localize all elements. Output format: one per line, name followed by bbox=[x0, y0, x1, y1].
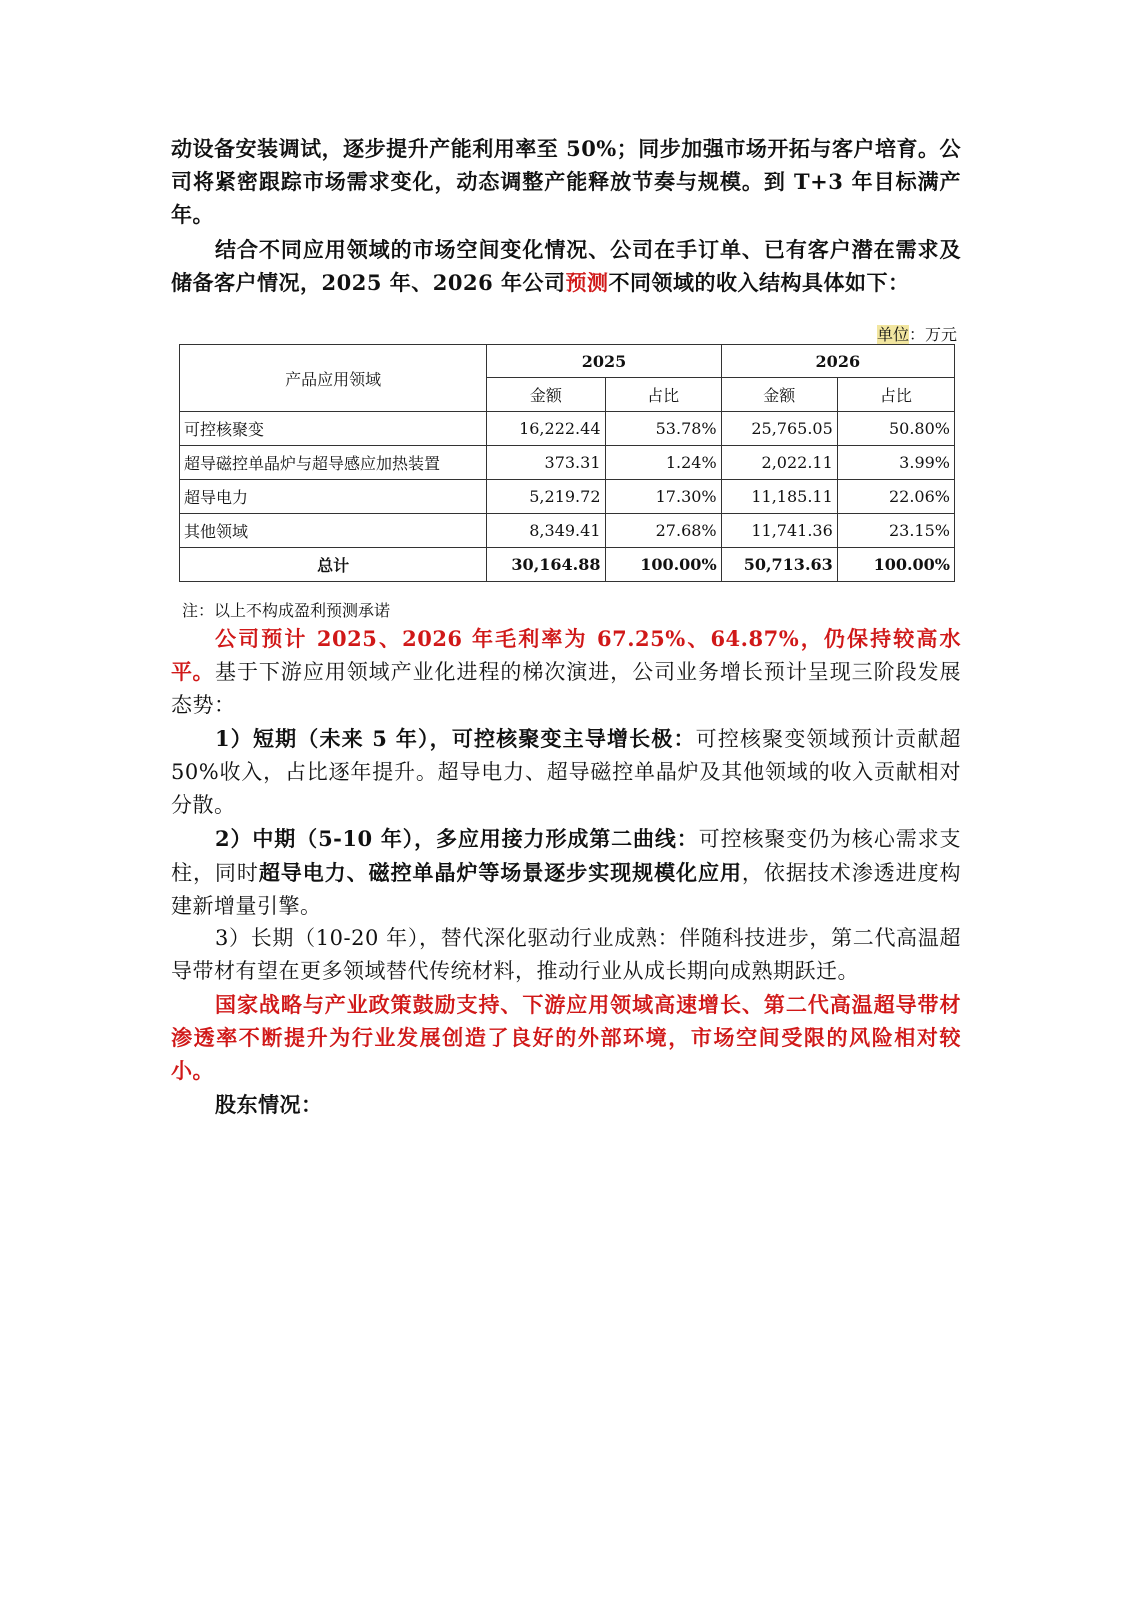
header-field: 产品应用领域 bbox=[180, 345, 487, 412]
header-share-2026: 占比 bbox=[837, 378, 954, 412]
paragraph-revenue-intro bbox=[171, 233, 961, 299]
header-share-2025: 占比 bbox=[605, 378, 721, 412]
paragraph-three-stage: 基于下游应用领域产业化进程的梯次演进，公司业务增长预计呈现三阶段发展态势： bbox=[171, 660, 961, 717]
revenue-intro-forecast-highlight: 预测 bbox=[565, 270, 609, 295]
paragraph-long-term: 3）长期（10-20 年），替代深化驱动行业成熟：伴随科技进步，第二代高温超导带材有望在更多领域替代传统材料，推动行业从成长期向成熟期跃迁。 bbox=[171, 926, 961, 983]
mid-term-emphasis: 超导电力、磁控单晶炉等场景逐步实现规模化应用 bbox=[258, 860, 742, 885]
revenue-structure-table bbox=[179, 344, 955, 582]
row-share-2025: 1.24% bbox=[605, 446, 721, 480]
row-field: 其他领域 bbox=[180, 514, 487, 548]
total-label: 总计 bbox=[180, 548, 487, 582]
row-share-2025: 27.68% bbox=[605, 514, 721, 548]
table-row bbox=[180, 412, 955, 446]
header-amount-2026: 金额 bbox=[721, 378, 837, 412]
table-row bbox=[180, 514, 955, 548]
total-amount-2025: 30,164.88 bbox=[487, 548, 605, 582]
short-term-heading: 1）短期（未来 5 年），可控核聚变主导增长极： bbox=[215, 726, 696, 751]
mid-term-text-a: 可控核聚变仍为核心需求支柱，同时 bbox=[171, 827, 961, 885]
revenue-intro-text-a: 结合不同应用领域的市场空间变化情况、公司在手订单、已有客户潜在需求及储备客户情况，2025 年、2026 年公司 bbox=[171, 237, 961, 295]
total-amount-2026: 50,713.63 bbox=[721, 548, 837, 582]
row-share-2026: 22.06% bbox=[837, 480, 954, 514]
paragraph-capacity-plan: 动设备安装调试，逐步提升产能利用率至 50%；同步加强市场开拓与客户培育。公司将紧密跟踪市场需求变化，动态调整产能释放节奏与规模。到 T+3 年目标满产年。 bbox=[171, 136, 961, 227]
row-field: 超导磁控单晶炉与超导感应加热装置 bbox=[180, 446, 487, 480]
table-row bbox=[180, 480, 955, 514]
row-share-2025: 53.78% bbox=[605, 412, 721, 446]
paragraph-mid-term bbox=[171, 822, 961, 923]
unit-highlight: 单位 bbox=[876, 325, 909, 344]
paragraph-gross-margin: 公司预计 2025、2026 年毛利率为 67.25%、64.87%，仍保持较高水平。 bbox=[171, 626, 961, 684]
unit-text: ：万元 bbox=[908, 325, 957, 344]
table-unit-label bbox=[877, 322, 957, 345]
table-header-row bbox=[180, 345, 955, 378]
header-year-2026: 2026 bbox=[721, 345, 954, 378]
row-amount-2026: 11,741.36 bbox=[721, 514, 837, 548]
row-field: 可控核聚变 bbox=[180, 412, 487, 446]
paragraph-shareholders-heading: 股东情况： bbox=[215, 1092, 323, 1117]
header-amount-2025: 金额 bbox=[487, 378, 605, 412]
table-total-row bbox=[180, 548, 955, 582]
row-amount-2026: 25,765.05 bbox=[721, 412, 837, 446]
paragraph-market-risk: 国家战略与产业政策鼓励支持、下游应用领域高速增长、第二代高温超导带材渗透率不断提升为行业发展创造了良好的外部环境，市场空间受限的风险相对较小。 bbox=[171, 992, 961, 1083]
row-share-2026: 23.15% bbox=[837, 514, 954, 548]
revenue-intro-text-b: 不同领域的收入结构具体如下： bbox=[608, 270, 910, 295]
row-amount-2025: 373.31 bbox=[487, 446, 605, 480]
header-year-2025: 2025 bbox=[487, 345, 721, 378]
total-share-2026: 100.00% bbox=[837, 548, 954, 582]
row-share-2026: 50.80% bbox=[837, 412, 954, 446]
row-amount-2026: 2,022.11 bbox=[721, 446, 837, 480]
row-share-2025: 17.30% bbox=[605, 480, 721, 514]
total-share-2025: 100.00% bbox=[605, 548, 721, 582]
row-amount-2025: 16,222.44 bbox=[487, 412, 605, 446]
row-amount-2025: 5,219.72 bbox=[487, 480, 605, 514]
table-row bbox=[180, 446, 955, 480]
mid-term-text-b: ，依据技术渗透进度构建新增量引擎。 bbox=[171, 861, 962, 918]
mid-term-heading: 2）中期（5-10 年），多应用接力形成第二曲线： bbox=[215, 826, 699, 851]
table-note: 注：以上不构成盈利预测承诺 bbox=[182, 601, 391, 620]
short-term-text: 可控核聚变领域预计贡献超 50%收入，占比逐年提升。超导电力、超导磁控单晶炉及其他领域的收入贡献相对分散。 bbox=[171, 727, 961, 817]
row-amount-2026: 11,185.11 bbox=[721, 480, 837, 514]
paragraph-short-term bbox=[171, 722, 961, 822]
row-amount-2025: 8,349.41 bbox=[487, 514, 605, 548]
row-field: 超导电力 bbox=[180, 480, 487, 514]
row-share-2026: 3.99% bbox=[837, 446, 954, 480]
